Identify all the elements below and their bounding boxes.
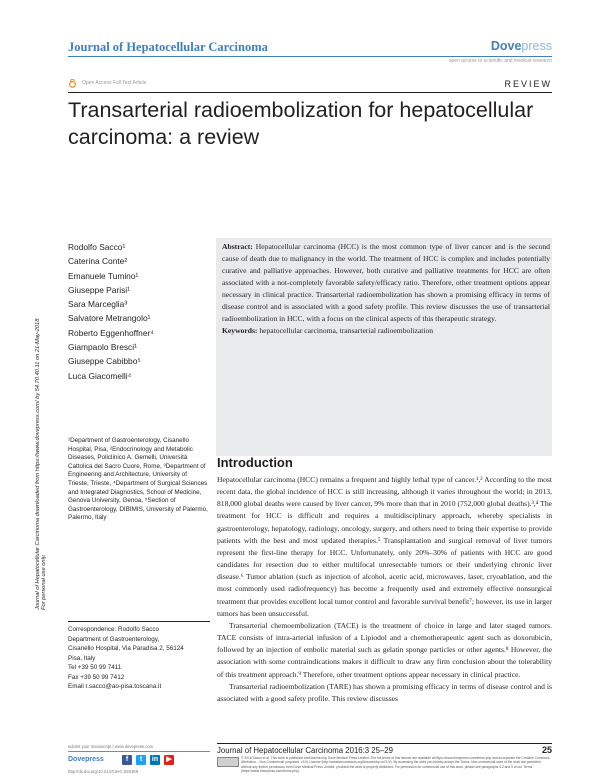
footer-journal-issue: Journal of Hepatocellular Carcinoma 2016:3 25–29 <box>217 746 393 755</box>
body-text <box>217 474 552 705</box>
correspondence-line: Correspondence: Rodolfo Sacco <box>68 626 160 633</box>
correspondence-line: Tel +39 50 99 7411 <box>68 664 122 671</box>
title-rule <box>68 92 552 93</box>
footer-publisher-logo: Dovepress <box>68 756 104 763</box>
keywords: hepatocellular carcinoma, transarterial radioembolization <box>259 326 434 335</box>
correspondence-line: Pisa, Italy <box>68 654 96 662</box>
open-access-label: Open Access Full Text Article <box>82 80 147 86</box>
publisher-logo-dove: Dove <box>490 39 522 53</box>
correspondence-line: Fax +39 50 99 7412 <box>68 673 125 681</box>
download-notice-line2: For personal use only. <box>41 554 47 610</box>
correspondence-email[interactable]: Email r.sacco@ao-pisa.toscana.it <box>68 683 162 690</box>
author: Giampaolo Bresci¹ <box>68 342 137 353</box>
author: Giuseppe Cabibbo⁵ <box>68 356 141 367</box>
license-text: © 2016 Sacco et al. This work is published and licensed by Dove Medical Press Limited. The full terms of this license are available at https://www.dovepress.com/terms.php and incorporate the Creative Commons Attribution – Non Commercial (unported, v3.0) License (http://creativecommons.org/licenses/by-nc/3.0/). By accessing the work you hereby accept the Terms. Non-commercial uses of the work are permitted without any further permission from Dove Medical Press Limited, provided the work is properly attributed. For permission for commercial use of this work, please see paragraphs 4.2 and 5 of our Terms (https://www.dovepress.com/terms.php). <box>241 756 550 774</box>
section-heading: Introduction <box>217 455 293 470</box>
open-access-icon <box>68 79 77 88</box>
header-rule <box>68 56 552 57</box>
footer-left-rule <box>68 751 210 752</box>
article-title: Transarterial radioembolization for hepatocellular carcinoma: a review <box>68 98 534 149</box>
correspondence-line: Department of Gastroenterology, <box>68 635 160 643</box>
publisher-logo-press: press <box>521 39 552 53</box>
facebook-icon[interactable]: f <box>122 755 132 765</box>
author: Luca Giacomelli⁴ <box>68 370 132 381</box>
publisher-tagline: open access to scientific and medical research <box>448 58 552 64</box>
youtube-icon[interactable]: ▶ <box>164 755 174 765</box>
doi-link[interactable]: http://dx.doi.org/10.2147/JHC.S50359 <box>68 769 139 774</box>
author: Sara Marceglia³ <box>68 299 128 310</box>
article-type: REVIEW <box>504 79 552 89</box>
creative-commons-icon <box>217 757 239 767</box>
paragraph: Transarterial chemoembolization (TACE) is the treatment of choice in large and later staged tumors. TACE consists of intra-arterial infusion of a Lipiodol and a chemotherapeutic agent such as doxorubicin, followed by an injection of embolic material such as gelatin sponge particles or other agents.⁸ However, the association with some contraindications makes it difficult to draw any firm conclusion about the tolerability of this treatment approach.⁹ Therefore, other treatment options appear necessary in clinical practice. <box>217 620 552 679</box>
publisher-logo <box>491 39 552 53</box>
correspondence-block <box>68 625 212 692</box>
submit-manuscript-link[interactable]: submit your manuscript | www.dovepress.com <box>68 744 154 749</box>
author: Caterina Conte² <box>68 256 128 267</box>
affiliations: ¹Department of Gastroenterology, Cisanello Hospital, Pisa, ²Endocrinology and Metabolic Diseases, Policlinico A. Gemelli, Università Cattolica del Sacro Cuore, Rome, ³Department of Engineering and Architecture, University of Trieste, Trieste, ⁴Department of Surgical Sciences and Integrated Diagnostics, School of Medicine, Genova University, Genoa, ⁵Section of Gastroenterology, DIBIMIS, University of Palermo, Palermo, Italy <box>68 437 208 522</box>
journal-title: Journal of Hepatocellular Carcinoma <box>68 40 268 54</box>
download-notice-line1: Journal of Hepatocellular Carcinoma downloaded from https://www.dovepress.com/ by 54.70.40.11 on 21-May-2018 <box>35 318 41 610</box>
author: Giuseppe Parisi¹ <box>68 284 130 295</box>
author-list <box>68 240 154 383</box>
author: Rodolfo Sacco¹ <box>68 242 126 252</box>
abstract-label: Abstract: <box>222 242 253 251</box>
abstract <box>222 241 550 337</box>
twitter-icon[interactable]: t <box>136 755 146 765</box>
download-notice <box>34 140 46 610</box>
paragraph: Transarterial radioembolization (TARE) has shown a promising efficacy in terms of disease control and is associated with a good safety profile. This review discusses <box>217 681 552 703</box>
author: Salvatore Metrangolo¹ <box>68 313 151 324</box>
author: Emanuele Tumino¹ <box>68 270 139 281</box>
author: Roberto Eggenhoffner⁴ <box>68 327 154 338</box>
correspondence-line: Cisanello Hospital, Via Paradisa 2, 56124 <box>68 645 184 652</box>
linkedin-icon[interactable]: in <box>151 756 159 763</box>
page-number: 25 <box>541 745 552 755</box>
keywords-label: Keywords: <box>222 326 258 335</box>
paragraph: Hepatocellular carcinoma (HCC) remains a frequent and highly lethal type of cancer.¹,² According to the most recent data, the global incidence of HCC is still increasing, although it varies throughout the world; in 2013, 818,000 global deaths were caused by liver cancer, 9% more than that in 2010 (752,000 global deaths).³,⁴ The treatment for HCC is difficult and requires a multidisciplinary approach, whereby specialists in gastroenterology, hepatology, radiology, oncology, surgery, and others need to bring their expertise to provide patients with the best and most updated therapies.⁵ Transplantation and surgical removal of liver tumors represent the first-line therapy for HCC. Unfortunately, only 20%–30% of patients with HCC are good candidates for resection due to either multifocal unresectable tumors or their underlying chronic liver disease.⁶ Tumor ablation (such as injection of alcohol, acetic acid, microwaves, laser, cryoablation, and the most commonly used radiofrequency) has become a frequently used and extremely effective nonsurgical treatment that provides excellent local tumor control and favorable survival benefit⁷; however, its use in larger tumors has been unsuccessful. <box>217 475 552 618</box>
correspondence-rule <box>68 621 210 622</box>
footer-rule <box>217 743 552 744</box>
abstract-text: Hepatocellular carcinoma (HCC) is the most common type of liver cancer and is the second cause of death due to malignancy in the world. The treatment of HCC is complex and includes potentially curative and palliative approaches. However, both curative and palliative treatments for HCC are often associated with a not-completely favorable safety/efficacy ratio. Therefore, other treatment options appear necessary in clinical practice. Transarterial radioembolization has shown a promising efficacy in terms of disease control and is associated with a good safety profile. This review discusses the use of transarterial radioembolization in HCC, with a focus on the clinical aspects of this therapeutic strategy. <box>222 242 550 323</box>
